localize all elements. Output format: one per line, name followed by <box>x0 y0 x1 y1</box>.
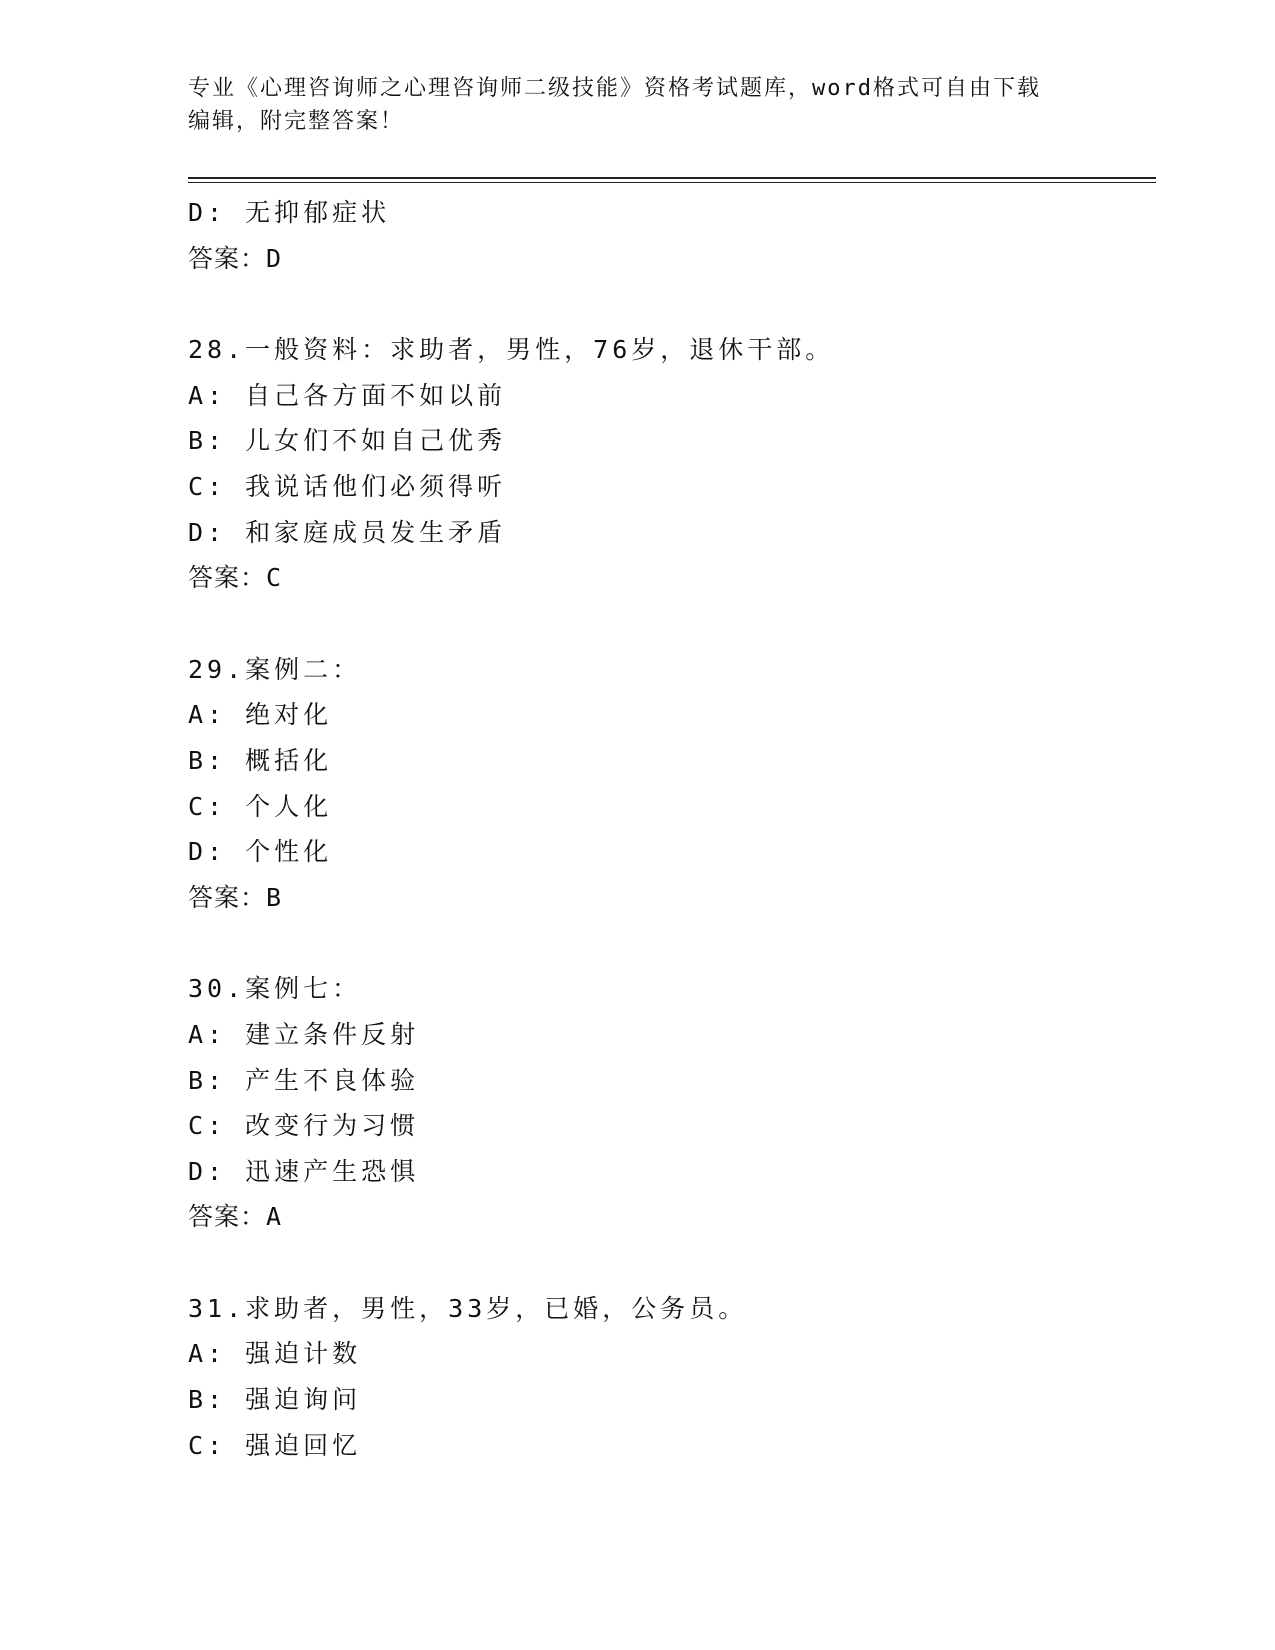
answer-label: 答案： <box>188 1202 267 1232</box>
spacer <box>188 281 1156 327</box>
answer-value: B <box>266 882 283 912</box>
option-a: A: 强迫计数 <box>188 1339 362 1369</box>
option-c: C: 强迫回忆 <box>188 1430 362 1460</box>
answer-28 <box>188 555 1156 601</box>
header-divider-thick <box>188 177 1156 179</box>
option-b: B: 强迫询问 <box>188 1385 362 1415</box>
question-stem-30: 30.案例七： <box>188 974 362 1004</box>
answer-value: D <box>266 243 283 273</box>
option-c: C: 我说话他们必须得听 <box>188 471 507 501</box>
option-a: A: 自己各方面不如以前 <box>188 380 507 410</box>
header-line-1: 专业《心理咨询师之心理咨询师二级技能》资格考试题库，word格式可自由下载 <box>188 76 1041 101</box>
option-d: D: 迅速产生恐惧 <box>188 1156 420 1186</box>
option-d: D: 和家庭成员发生矛盾 <box>188 517 507 547</box>
question-stem-28: 28.一般资料：求助者，男性，76岁，退休干部。 <box>188 335 835 365</box>
question-stem-29: 29.案例二： <box>188 654 362 684</box>
option-b: B: 儿女们不如自己优秀 <box>188 426 507 456</box>
answer-30 <box>188 1194 1156 1240</box>
answer-value: A <box>266 1202 283 1232</box>
option-a: A: 建立条件反射 <box>188 1019 420 1049</box>
header-line-2: 编辑，附完整答案！ <box>188 109 405 134</box>
spacer <box>188 920 1156 966</box>
answer-label: 答案： <box>188 243 267 273</box>
option-b: B: 产生不良体验 <box>188 1065 420 1095</box>
option-c: C: 改变行为习惯 <box>188 1111 420 1141</box>
option-a: A: 绝对化 <box>188 700 333 730</box>
spacer <box>188 601 1156 647</box>
answer-value: C <box>266 563 283 593</box>
spacer <box>188 1240 1156 1286</box>
answer-label: 答案： <box>188 882 267 912</box>
question-list <box>188 190 1156 1468</box>
option-c: C: 个人化 <box>188 791 333 821</box>
prev-option-d: D: 无抑郁症状 <box>188 198 391 227</box>
answer-29 <box>188 875 1156 921</box>
prev-answer <box>188 236 1156 282</box>
question-stem-31: 31.求助者，男性，33岁，已婚，公务员。 <box>188 1293 748 1323</box>
option-b: B: 概括化 <box>188 745 333 775</box>
answer-label: 答案： <box>188 563 267 593</box>
header-divider-thin <box>188 182 1156 183</box>
option-d: D: 个性化 <box>188 837 333 867</box>
document-header <box>188 72 1088 138</box>
